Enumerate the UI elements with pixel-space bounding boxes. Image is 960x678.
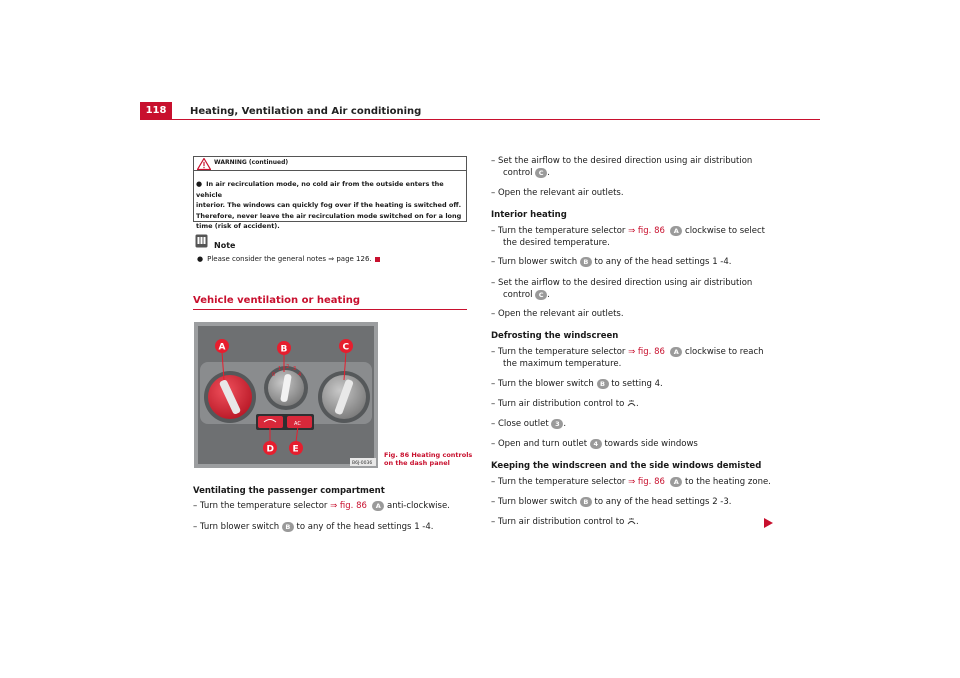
figure-label-d: D <box>266 444 274 455</box>
warning-title: WARNING (continued) <box>214 159 289 166</box>
note-icon <box>195 234 208 248</box>
svg-text:3: 3 <box>293 366 297 372</box>
step-right-10: – Close outlet 3 . <box>491 419 567 429</box>
warning-text: ● In air recirculation mode, no cold air from the outside enters the vehicle interior. The windows can quickly fog over if the heating is switched off. Therefore, never leave the air recirculation mode switched on for a long time (risk of accident). <box>196 180 462 230</box>
step-right-6: – Open the relevant air outlets. <box>491 309 624 319</box>
heating-controls-figure <box>194 322 378 468</box>
figure-caption: Fig. 86 Heating controls on the dash panel <box>384 451 473 467</box>
heading-interior-heating: Interior heating <box>491 210 567 220</box>
windscreen-vent-icon <box>627 518 636 526</box>
callout-b: B <box>597 379 609 389</box>
bullet: ● <box>196 180 203 188</box>
fig-ref-link[interactable]: ⇒ fig. 86 <box>628 477 665 487</box>
continue-arrow-icon <box>764 518 773 528</box>
header-rule <box>172 119 820 120</box>
step-right-2: – Open the relevant air outlets. <box>491 188 624 198</box>
step-right-13: – Turn blower switch B to any of the head settings 2 -3. <box>491 497 732 507</box>
step-left-1: – Turn the temperature selector ⇒ fig. 86 A anti-clockwise. <box>193 501 450 511</box>
page-number: 118 <box>140 102 172 120</box>
fig-ref-link[interactable]: ⇒ fig. 86 <box>628 226 665 236</box>
ac-button-label: AC <box>294 421 301 427</box>
step-right-1: – Set the airflow to the desired direction using air distribution control C . <box>491 156 753 178</box>
heading-ventilating: Ventilating the passenger compartment <box>193 486 385 496</box>
step-right-5: – Set the airflow to the desired direction using air distribution control C . <box>491 278 753 300</box>
svg-text:4: 4 <box>298 372 302 378</box>
heading-demisting: Keeping the windscreen and the side windows demisted <box>491 461 762 471</box>
callout-4: 4 <box>590 439 602 449</box>
fig-ref-link[interactable]: ⇒ fig. 86 <box>628 347 665 357</box>
svg-text:0: 0 <box>272 372 276 378</box>
step-right-11: – Open and turn outlet 4 towards side windows <box>491 439 698 449</box>
figure-label-b: B <box>280 344 288 355</box>
warning-header <box>194 157 466 171</box>
callout-c: C <box>535 168 547 178</box>
svg-text:2: 2 <box>286 364 290 370</box>
callout-a: A <box>670 347 682 357</box>
step-right-8: – Turn the blower switch B to setting 4. <box>491 379 663 389</box>
step-left-2: – Turn blower switch B to any of the head settings 1 -4. <box>193 522 434 532</box>
bullet: ● <box>197 255 204 263</box>
callout-b: B <box>580 257 592 267</box>
callout-a: A <box>372 501 384 511</box>
callout-a: A <box>670 226 682 236</box>
figure-label-e: E <box>292 444 299 455</box>
figure-label-a: A <box>218 342 226 353</box>
svg-text:1: 1 <box>278 366 282 372</box>
figure-code: B6J-0036 <box>352 461 373 466</box>
note-label: Note <box>214 241 236 250</box>
step-right-4: – Turn blower switch B to any of the head settings 1 -4. <box>491 257 732 267</box>
note-text: ● Please consider the general notes ⇒ page 126. <box>197 255 380 263</box>
end-mark-icon <box>375 257 380 262</box>
callout-a: A <box>670 477 682 487</box>
callout-b: B <box>580 497 592 507</box>
step-right-3: – Turn the temperature selector ⇒ fig. 86 A clockwise to select the desired temperature. <box>491 226 766 248</box>
step-right-9: – Turn air distribution control to . <box>491 399 639 409</box>
windscreen-vent-icon <box>627 400 636 408</box>
section-rule <box>193 309 467 310</box>
callout-c: C <box>535 290 547 300</box>
callout-b: B <box>282 522 294 532</box>
page-header-title: Heating, Ventilation and Air conditioning <box>190 106 422 117</box>
figure-label-c: C <box>342 342 350 353</box>
warning-triangle-icon <box>197 158 211 170</box>
fig-ref-link[interactable]: ⇒ fig. 86 <box>330 501 367 511</box>
step-right-7: – Turn the temperature selector ⇒ fig. 86 A clockwise to reach the maximum temperature. <box>491 347 764 369</box>
callout-3: 3 <box>551 419 563 429</box>
section-title: Vehicle ventilation or heating <box>193 295 361 306</box>
step-right-12: – Turn the temperature selector ⇒ fig. 86 A to the heating zone. <box>491 477 771 487</box>
heading-defrosting: Defrosting the windscreen <box>491 331 619 341</box>
warning-box <box>193 156 467 230</box>
step-right-14: – Turn air distribution control to . <box>491 517 639 527</box>
